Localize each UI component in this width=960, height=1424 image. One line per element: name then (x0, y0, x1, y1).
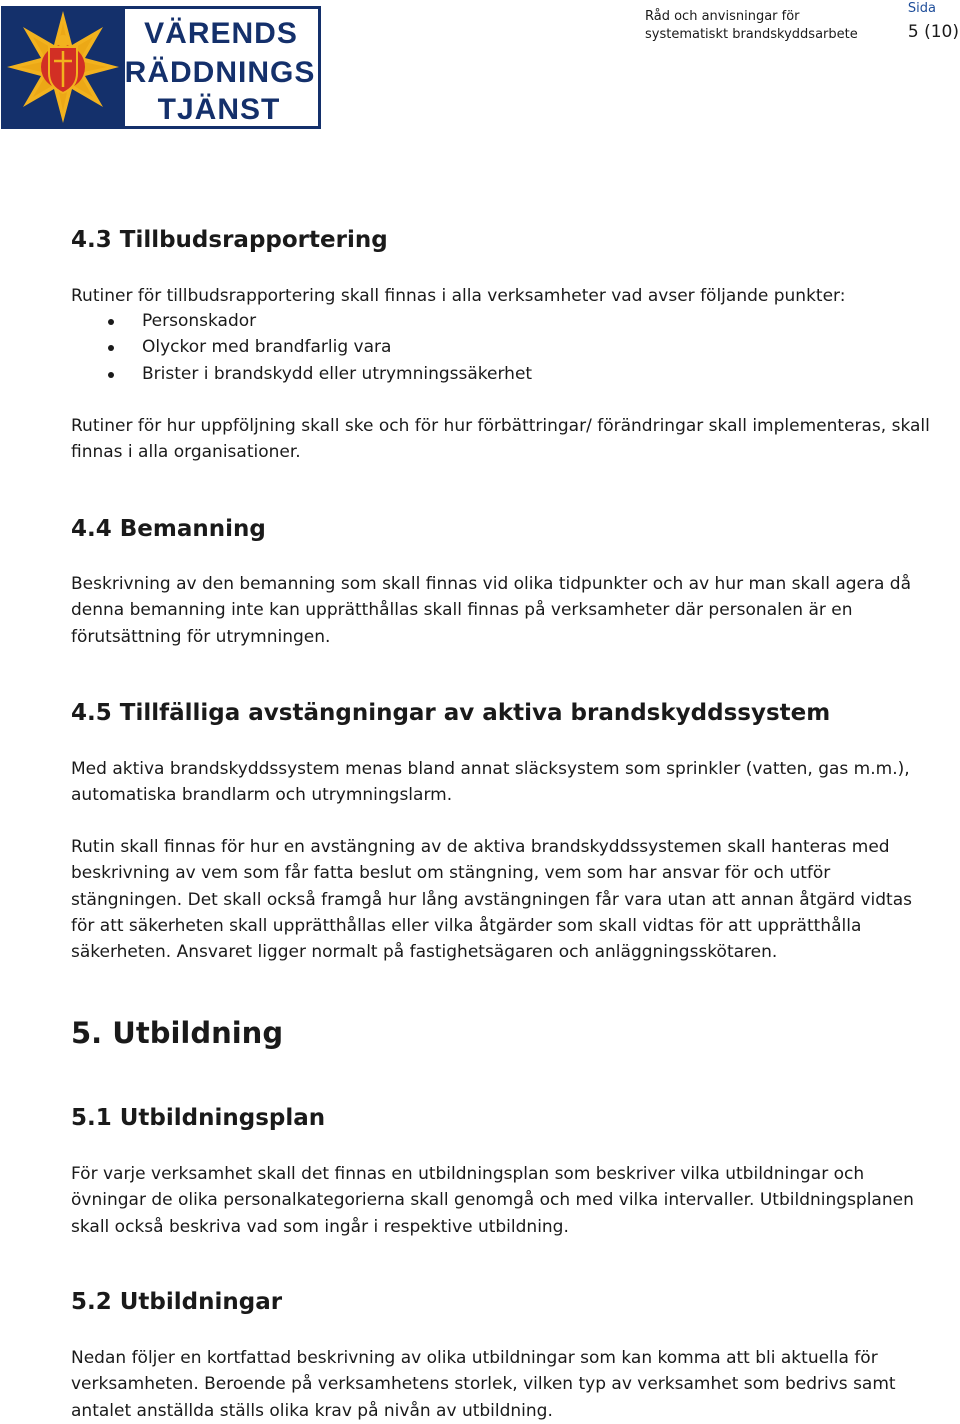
heading-4-4: 4.4 Bemanning (71, 516, 266, 542)
paragraph-4-3-intro: Rutiner för tillbudsrapportering skall finnas i alla verksamheter vad avser följande punkter: (71, 286, 846, 306)
paragraph-4-5-first: Med aktiva brandskyddssystem menas bland annat släcksystem som sprinkler (vatten, gas m.m.), automatiska brandlarm och utrymningslarm. (71, 759, 910, 806)
paragraph-4-5-second: Rutin skall finnas för hur en avstängning av de aktiva brandskyddssystemen skall hanteras med beskrivning av vem som får fatta beslut om stängning, vem som har ansvar för och utför stängningen. Det skall också framgå hur lång avstängningen får vara utan att annan åtgärd vidtas för att säkerheten skall upprätthållas eller vilka åtgärder som skall vidtas för att upprätthålla säkerheten. Ansvaret ligger normalt på fastighetsägaren och anläggningsskötaren. (71, 837, 912, 963)
list-item: Personskador (71, 308, 532, 334)
document-title-line-2: systematiskt brandskyddsarbete (645, 27, 858, 42)
bullet-icon (108, 372, 114, 378)
logo-line-3: TJÄNST (157, 93, 281, 126)
document-title-line-1: Råd och anvisningar för (645, 9, 800, 24)
list-item: Olyckor med brandfarlig vara (71, 334, 532, 360)
list-item: Brister i brandskydd eller utrymningssäkerhet (71, 361, 532, 387)
paragraph-5-1-body: För varje verksamhet skall det finnas en utbildningsplan som beskriver vilka utbildningar och övningar de olika personalkategorierna skall genomgå och med vilka intervaller. Utbildningsplanen skall också beskriva vad som ingår i respektive utbildning. (71, 1164, 914, 1237)
bullet-list-4-3 (71, 308, 532, 387)
bullet-icon (108, 319, 114, 325)
logo-line-1: VÄRENDS (144, 17, 298, 50)
logo-line-2: RÄDDNINGS (124, 56, 316, 89)
page-label: Sida (907, 1, 936, 16)
fire-star-icon (7, 11, 119, 123)
paragraph-4-4-body: Beskrivning av den bemanning som skall finnas vid olika tidpunkter och av hur man skall agera då denna bemanning inte kan upprätthållas skall finnas på verksamheter där personalen är en förutsättning för utrymningen. (71, 574, 912, 647)
page-header (645, 0, 960, 50)
heading-5-1: 5.1 Utbildningsplan (71, 1105, 326, 1131)
bullet-icon (108, 345, 114, 351)
organization-logo (1, 6, 321, 129)
heading-4-3: 4.3 Tillbudsrapportering (71, 227, 388, 253)
paragraph-5-2-body: Nedan följer en kortfattad beskrivning av olika utbildningar som kan komma att bli aktuella för verksamheten. Beroende på verksamhetens storlek, vilken typ av verksamhet som bedrivs samt antalet anställda ställs olika krav på nivån av utbildning. (71, 1348, 896, 1421)
document-title (645, 8, 858, 44)
heading-4-5: 4.5 Tillfälliga avstängningar av aktiva brandskyddssystem (71, 700, 831, 726)
heading-5: 5. Utbildning (71, 1016, 284, 1050)
paragraph-4-3-body: Rutiner för hur uppföljning skall ske och för hur förbättringar/ förändringar skall implementeras, skall finnas i alla organisationer. (71, 416, 930, 463)
heading-5-2: 5.2 Utbildningar (71, 1289, 283, 1315)
page-number: 5 (10) (907, 22, 959, 42)
